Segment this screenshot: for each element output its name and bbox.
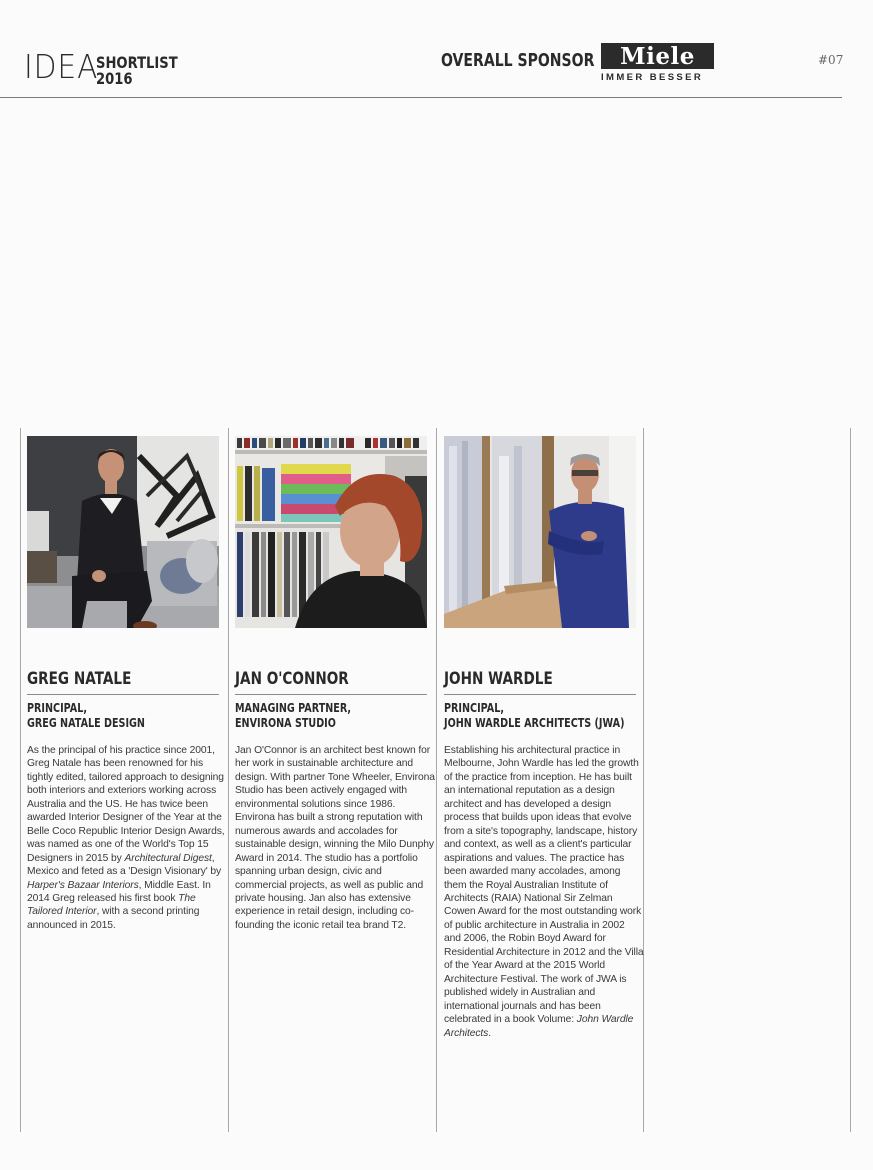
bio-italic: Harper's Bazaar Interiors bbox=[27, 879, 139, 891]
shortlist-title: SHORTLIST bbox=[96, 53, 178, 72]
bio-italic: The Tailored Interior bbox=[27, 892, 196, 918]
profile-name: GREG NATALE bbox=[27, 669, 132, 689]
portrait-photo bbox=[235, 436, 427, 628]
sponsor-label: OVERALL SPONSOR bbox=[441, 50, 595, 71]
bio-text: , Mexico and feted as a 'Design Visionary' by bbox=[27, 852, 222, 878]
page-number: #07 bbox=[818, 53, 844, 67]
profile-bio bbox=[27, 744, 227, 932]
column-divider bbox=[228, 428, 229, 1132]
bio-text: Establishing his architectural practice in Melbourne, John Wardle has led the growth of the practice from inception. He has built an international reputation as a design architect and has developed a design process that builds upon ideas that evolve from a site's topography, landscape, history and context, as well as a client's particular aspirations and values. The practice has been awarded many accolades, among them the Royal Australian Institute of Architects (RAIA) National Sir Zelman Cowen Award for the most outstanding work of public architecture in Australia in 2002 and 2006, the Robin Boyd Award for Residential Architecture in 2012 and the Villa of the Year Award at the 2015 World Architecture Festival. The work of JWA is published widely in Australian and international journals and has been celebrated in a book Volume: bbox=[444, 745, 644, 1026]
header-divider bbox=[0, 97, 842, 98]
profile-role bbox=[444, 701, 636, 731]
profile-role bbox=[27, 701, 219, 731]
bio-text: As the principal of his practice since 2001, Greg Natale has been renowned for his tightly edited, tailored approach to designing both interiors and exteriors working across Australia and the US. He has twice been awarded Interior Designer of the Year at the Belle Coco Republic Interior Design Awards, was named as one of the World's Top 15 Designers in 2015 by bbox=[27, 745, 225, 864]
bio-text: Jan O'Connor is an architect best known for her work in sustainable architecture and design. With partner Tone Wheeler, Environa Studio has been actively engaged with environmental solutions since 1986. Environa has built a strong reputation with numerous awards and accolades for sustainable design, winning the Milo Dunphy Award in 2014. The studio has a portfolio spanning urban design, civic and commercial projects, as well as public and private housing. Jan also has extensive experience in retail design, including co-founding the iconic retail tea brand T2. bbox=[235, 745, 435, 931]
column-divider bbox=[436, 428, 437, 1132]
profile-name: JOHN WARDLE bbox=[444, 669, 553, 689]
shortlist-label bbox=[96, 55, 178, 87]
role-company: GREG NATALE DESIGN bbox=[27, 716, 145, 730]
column-divider bbox=[20, 428, 21, 1132]
bio-text: . bbox=[488, 1027, 491, 1039]
name-divider bbox=[235, 694, 427, 695]
portrait-photo bbox=[444, 436, 636, 628]
portrait-photo bbox=[27, 436, 219, 628]
profile-role bbox=[235, 701, 427, 731]
name-divider bbox=[444, 694, 636, 695]
bio-italic: John Wardle Architects bbox=[444, 1014, 634, 1039]
role-company: JOHN WARDLE ARCHITECTS (JWA) bbox=[444, 716, 625, 730]
miele-logo: Miele bbox=[601, 43, 714, 69]
column-divider bbox=[850, 428, 851, 1132]
page-header bbox=[0, 0, 873, 100]
profile-name: JAN O'CONNOR bbox=[235, 669, 349, 689]
shortlist-year: 2016 bbox=[96, 69, 133, 88]
miele-tagline: IMMER BESSER bbox=[601, 72, 704, 83]
bio-italic: Architectural Digest bbox=[124, 852, 212, 864]
profile-bio bbox=[444, 744, 644, 1040]
role-company: ENVIRONA STUDIO bbox=[235, 716, 336, 730]
profile-bio bbox=[235, 744, 435, 932]
name-divider bbox=[27, 694, 219, 695]
bio-text: , Middle East. In 2014 Greg released his first book bbox=[27, 879, 211, 904]
bio-text: , with a second printing announced in 2015. bbox=[27, 906, 200, 931]
role-title: MANAGING PARTNER, bbox=[235, 701, 352, 715]
role-title: PRINCIPAL, bbox=[444, 701, 504, 715]
idea-logo: IDEA bbox=[24, 47, 99, 86]
role-title: PRINCIPAL, bbox=[27, 701, 87, 715]
